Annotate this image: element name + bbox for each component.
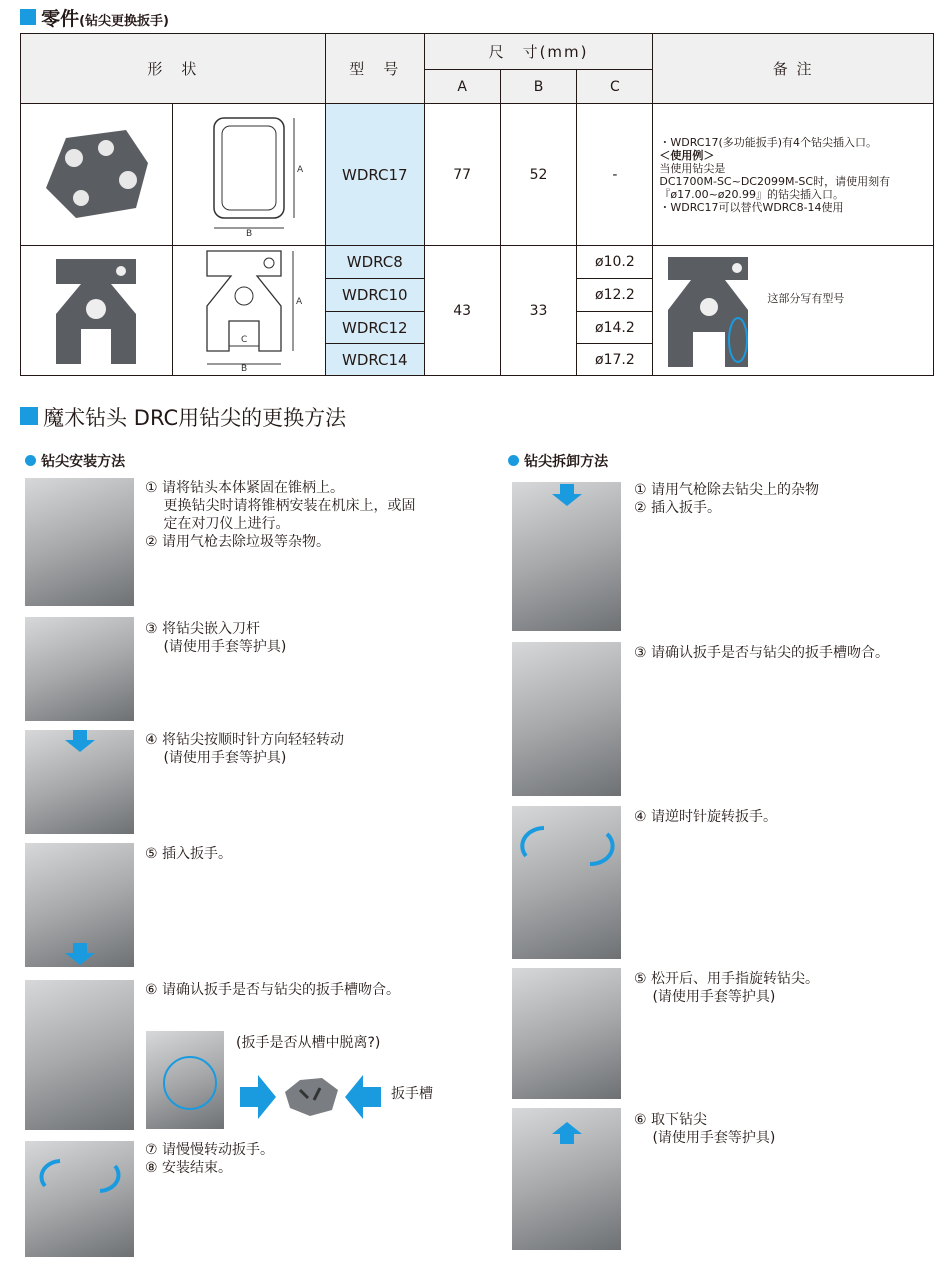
install-title-text: 钻尖安装方法 <box>41 454 126 470</box>
wdrc8-photo <box>21 246 173 376</box>
wdrc8-drawing <box>172 246 325 376</box>
wdrc17-drawing <box>172 104 325 246</box>
wdrc8-14-b: 33 <box>500 246 577 376</box>
col-a: A <box>424 70 500 104</box>
down-arrow-icon <box>552 484 582 506</box>
install-title <box>25 451 125 471</box>
note-line: DC1700M-SC~DC2099M-SC时，请使用刻有 <box>659 174 891 188</box>
remove-title-text: 钻尖拆卸方法 <box>524 454 609 470</box>
wdrc12-c: ø14.2 <box>577 312 653 344</box>
note-line: ・WDRC17(多功能扳手)有4个钻尖插入口。 <box>659 135 878 149</box>
remove-step5-image <box>512 968 621 1099</box>
up-arrow-icon <box>552 1122 582 1144</box>
wdrc17-photo <box>21 104 173 246</box>
install-step3-text: ③ 将钻尖嵌入刀杆 (请使用手套等护具) <box>145 621 287 655</box>
remove-step6-image <box>512 1108 621 1250</box>
heading-square-icon <box>20 407 38 425</box>
method-heading-title: 魔术钻头 DRC用钻尖的更换方法 <box>43 406 347 430</box>
remove-step1-image <box>512 482 621 631</box>
table-row <box>21 246 934 279</box>
highlight-circle-icon <box>160 1053 220 1113</box>
install-step6-image <box>25 980 134 1130</box>
col-size: 尺 寸(mm) <box>424 34 653 70</box>
install-step4-image <box>25 730 134 834</box>
dim-a-label: A <box>296 164 304 175</box>
bullet-dot-icon <box>25 455 36 466</box>
remove-step3-text: ③ 请确认扳手是否与钻尖的扳手槽吻合。 <box>634 645 889 661</box>
remove-step6-text: ⑥ 取下钻尖 (请使用手套等护具) <box>634 1112 776 1146</box>
down-arrow-icon <box>65 943 95 965</box>
check-question: (扳手是否从槽中脱离?) <box>236 1035 381 1051</box>
remove-step4-image <box>512 806 621 959</box>
bullet-dot-icon <box>508 455 519 466</box>
rotate-arrows-icon <box>30 1151 130 1201</box>
remove-step1-text: ① 请用气枪除去钻尖上的杂物 ② 插入扳手。 <box>634 482 820 516</box>
install-step5-text: ⑤ 插入扳手。 <box>145 846 233 862</box>
remove-step4-text: ④ 请逆时针旋转扳手。 <box>634 809 778 825</box>
wrench-photo-icon <box>36 118 156 228</box>
wdrc8-14-a: 43 <box>424 246 500 376</box>
dim-b-label: B <box>245 228 253 238</box>
parts-heading-subtitle: (钻尖更换扳手) <box>79 14 169 29</box>
table-row-wdrc17 <box>21 104 934 246</box>
col-note: 备 注 <box>653 34 934 104</box>
parts-table <box>20 33 934 376</box>
install-step4-text: ④ 将钻尖按顺时针方向轻轻转动 (请使用手套等护具) <box>145 732 345 766</box>
model-mark-label: 这部分写有型号 <box>767 292 845 305</box>
col-b: B <box>500 70 577 104</box>
remove-step5-text: ⑤ 松开后、用手指旋转钻尖。 (请使用手套等护具) <box>634 971 820 1005</box>
method-heading <box>20 402 346 432</box>
remove-step3-image <box>512 642 621 796</box>
wrench-plate-icon <box>41 254 151 364</box>
heading-square-icon <box>20 9 36 25</box>
parts-heading <box>20 4 169 31</box>
note-line: 『ø17.00~ø20.99』的钻尖插入口。 <box>659 187 845 201</box>
note-line: 当使用钻尖是 <box>659 161 726 175</box>
drill-tip-icon <box>280 1072 342 1120</box>
dim-c-label: C <box>240 335 248 345</box>
down-arrow-icon <box>65 730 95 752</box>
install-step5-image <box>25 843 134 967</box>
wdrc14-c: ø17.2 <box>577 344 653 376</box>
install-step7-image <box>25 1141 134 1257</box>
parts-heading-title: 零件 <box>41 8 80 30</box>
note-line: ・WDRC17可以替代WDRC8-14使用 <box>659 200 844 214</box>
install-step3-image <box>25 617 134 721</box>
col-c: C <box>577 70 653 104</box>
col-model: 型 号 <box>325 34 424 104</box>
install-step7-text: ⑦ 请慢慢转动扳手。 ⑧ 安装结束。 <box>145 1142 275 1176</box>
rotate-arrows-icon <box>512 816 621 876</box>
wdrc8-14-note <box>653 246 934 376</box>
model-wdrc10: WDRC10 <box>325 279 424 312</box>
col-shape: 形 状 <box>21 34 326 104</box>
dim-a-label: A <box>295 297 303 307</box>
wdrc17-note <box>653 104 934 246</box>
wdrc10-c: ø12.2 <box>577 279 653 312</box>
wdrc17-a: 77 <box>424 104 500 246</box>
install-step1-text: ① 请将钻头本体紧固在锥柄上。 更换钻尖时请将锥柄安装在机床上，或固 定在对刀仪上进行。 ② 请用气枪去除垃圾等杂物。 <box>145 480 416 550</box>
model-wdrc14: WDRC14 <box>325 344 424 376</box>
remove-title <box>508 451 608 471</box>
model-wdrc12: WDRC12 <box>325 312 424 344</box>
wdrc8-drawing-icon <box>189 246 309 371</box>
install-step1-image <box>25 478 134 606</box>
install-step6-text: ⑥ 请确认扳手是否与钻尖的扳手槽吻合。 <box>145 982 400 998</box>
model-wdrc8: WDRC8 <box>325 246 424 279</box>
model-wdrc17: WDRC17 <box>325 104 424 246</box>
wdrc8-c: ø10.2 <box>577 246 653 279</box>
wdrc17-c: - <box>577 104 653 246</box>
groove-label: 扳手槽 <box>391 1086 433 1102</box>
left-arrow-icon <box>345 1075 381 1119</box>
right-arrow-icon <box>240 1075 276 1119</box>
dim-b-label: B <box>240 364 248 371</box>
note-line: ＜使用例＞ <box>659 148 715 162</box>
wrench-model-mark-icon <box>663 252 763 372</box>
wdrc17-b: 52 <box>500 104 577 246</box>
wdrc17-drawing-icon <box>184 108 314 238</box>
check-detail-image <box>146 1031 224 1129</box>
